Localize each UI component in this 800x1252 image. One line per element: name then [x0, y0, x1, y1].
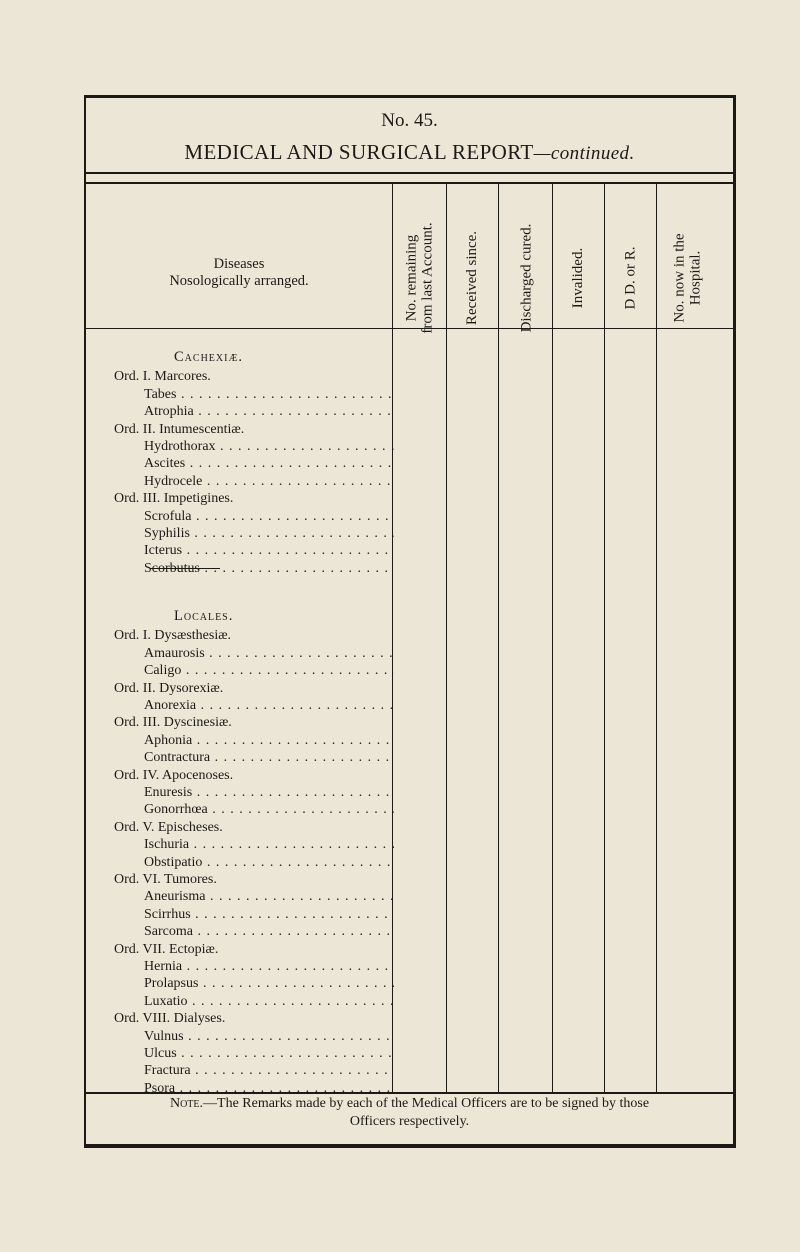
- now-in-hospital-column-header: [664, 184, 712, 372]
- column-divider: [446, 182, 447, 1092]
- disease-item: Atrophia . .: [144, 403, 394, 420]
- disease-item: Luxatio . .: [144, 993, 394, 1010]
- invalided-header-text: Invalided.: [570, 247, 586, 309]
- disease-item: Ischuria . .: [144, 836, 394, 853]
- report-title: [86, 140, 733, 165]
- column-divider: [552, 182, 553, 1092]
- disease-item: Scrofula . .: [144, 508, 394, 525]
- disease-item: Contractura . .: [144, 749, 394, 766]
- disease-item: Hernia . .: [144, 958, 394, 975]
- dd-or-r-header-text: D D. or R.: [622, 246, 639, 310]
- received-column-header: [448, 184, 496, 372]
- invalided-column-header: [554, 184, 602, 372]
- form-number: No. 45.: [381, 110, 438, 131]
- discharged-header-text: Discharged cured.: [518, 223, 535, 333]
- disease-item: Scorbutus . .: [144, 560, 394, 577]
- diseases-column-header: [86, 256, 392, 290]
- table-bottom-rule: [86, 1092, 733, 1094]
- disease-item: Anorexia . .: [144, 697, 394, 714]
- order-label: Ord. IV. Apocenoses.: [114, 767, 234, 783]
- diseases-header-line1: Diseases: [213, 256, 265, 272]
- order-label: Ord. III. Impetigines.: [114, 491, 234, 507]
- order-label: Ord. V. Epischeses.: [114, 819, 223, 835]
- order-label: Ord. I. Marcores.: [114, 369, 211, 385]
- column-divider: [604, 182, 605, 1092]
- section-divider: [150, 568, 220, 569]
- note-text-line2: Officers respectively.: [349, 1114, 470, 1129]
- diseases-header-line2: Nosologically arranged.: [169, 273, 309, 289]
- order-label: Ord. VII. Ectopiæ.: [114, 941, 219, 957]
- disease-item: Scirrhus . .: [144, 906, 394, 923]
- section-title: Locales.: [174, 608, 234, 624]
- disease-item: Tabes . .: [144, 386, 394, 403]
- disease-item: Amaurosis . .: [144, 645, 394, 662]
- remaining-header-text: No. remaining from last Account.: [404, 222, 437, 334]
- disease-item: Syphilis . .: [144, 525, 394, 542]
- order-label: Ord. II. Intumescentiæ.: [114, 421, 245, 437]
- disease-item: Ulcus . .: [144, 1045, 394, 1062]
- disease-item: Obstipatio . .: [144, 854, 394, 871]
- now-in-hospital-header-text: No. now in the Hospital.: [672, 233, 705, 323]
- discharged-column-header: [502, 184, 550, 372]
- disease-item: Hydrothorax . .: [144, 438, 394, 455]
- disease-item: Aneurisma . .: [144, 888, 394, 905]
- note-text-line1: —The Remarks made by each of the Medical Officers are to be signed by those: [203, 1096, 650, 1111]
- disease-item: Hydrocele . .: [144, 473, 394, 490]
- column-divider: [498, 182, 499, 1092]
- disease-item: Fractura . .: [144, 1062, 394, 1079]
- disease-item: Ascites . .: [144, 455, 394, 472]
- disease-item: Sarcoma . .: [144, 923, 394, 940]
- continued-label: —continued.: [533, 143, 635, 164]
- report-title-text: MEDICAL AND SURGICAL REPORT: [184, 140, 534, 164]
- order-label: Ord. I. Dysæsthesiæ.: [114, 628, 232, 644]
- remaining-column-header: [396, 184, 444, 372]
- disease-item: Gonorrhœa . .: [144, 801, 394, 818]
- disease-item: Psora . .: [144, 1080, 394, 1097]
- dd-or-r-column-header: [606, 184, 654, 372]
- disease-item: Caligo . .: [144, 662, 394, 679]
- disease-item: Vulnus . .: [144, 1028, 394, 1045]
- footnote: [86, 1095, 733, 1131]
- disease-item: Prolapsus . .: [144, 975, 394, 992]
- footnote-line1: [86, 1095, 733, 1113]
- column-divider: [656, 182, 657, 1092]
- note-label: Note.: [169, 1096, 204, 1111]
- header-rule: [86, 172, 733, 174]
- section-title: Cachexiæ.: [174, 349, 243, 365]
- disease-item: Aphonia . .: [144, 732, 394, 749]
- order-label: Ord. III. Dyscinesiæ.: [114, 715, 232, 731]
- received-header-text: Received since.: [464, 230, 480, 326]
- order-label: Ord. II. Dysorexiæ.: [114, 680, 224, 696]
- column-divider: [392, 182, 393, 1092]
- order-label: Ord. VIII. Dialyses.: [114, 1011, 226, 1027]
- report-frame: [84, 95, 736, 1148]
- disease-item: Enuresis . .: [144, 784, 394, 801]
- disease-item: Icterus . .: [144, 542, 394, 559]
- order-label: Ord. VI. Tumores.: [114, 872, 217, 887]
